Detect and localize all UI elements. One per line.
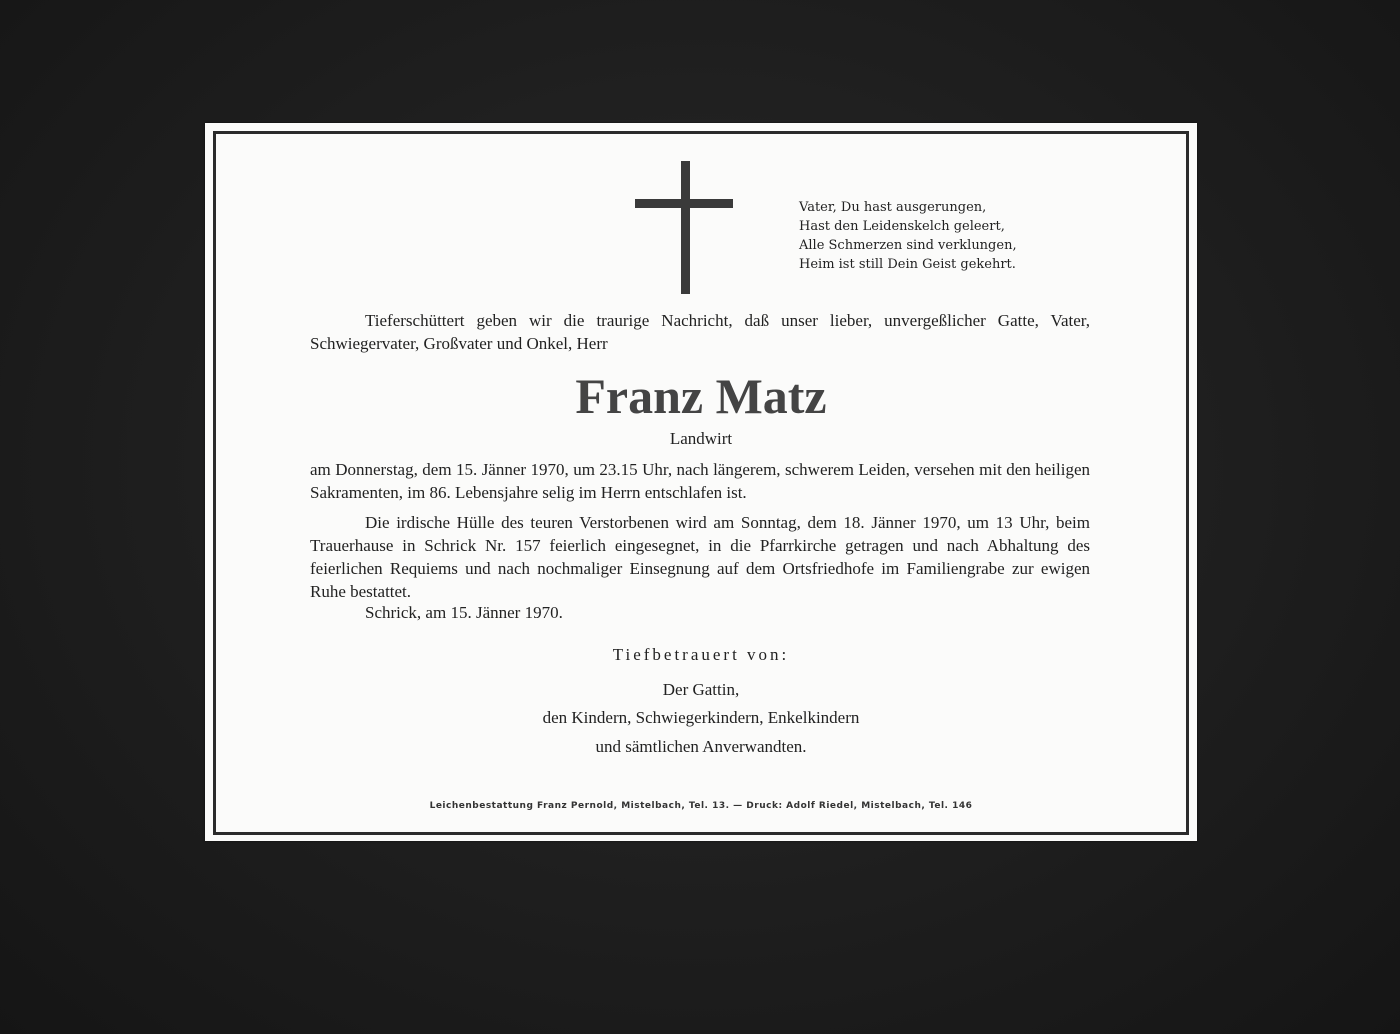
obituary-notice bbox=[205, 123, 1197, 841]
mourner-line: Der Gattin, bbox=[662, 680, 740, 699]
printer-imprint: Leichenbestattung Franz Pernold, Mistelbach, Tel. 13. — Druck: Adolf Riedel, Mistelbach, Tel. 146 bbox=[429, 801, 973, 811]
funeral-text: Die irdische Hülle des teuren Verstorbenen wird am Sonntag, dem 18. Jänner 1970, um 13 Uhr, beim Trauerhause in Schrick Nr. 157 feierlich eingesegnet, in die Pfarrkirche getragen und nach Abhaltung des feierlichen Requiems und nach nochmaliger Einsegnung auf dem Ortsfriedhofe im Familiengrabe zur ewigen Ruhe bestattet. bbox=[310, 513, 1090, 601]
occupation: Landwirt bbox=[669, 429, 733, 448]
mourned-by-heading: Tiefbetrauert von: bbox=[612, 645, 790, 664]
mourner-line: den Kindern, Schwiegerkindern, Enkelkindern bbox=[542, 708, 860, 727]
poem-line: Vater, Du hast ausgerungen, bbox=[799, 200, 987, 215]
poem-line: Hast den Leidenskelch geleert, bbox=[799, 219, 1005, 234]
death-text: am Donnerstag, dem 15. Jänner 1970, um 23.15 Uhr, nach längerem, schwerem Leiden, versehen mit den heiligen Sakramenten, im 86. Lebensjahre selig im Herrn entschlafen ist. bbox=[310, 460, 1090, 502]
mourner-line: und sämtlichen Anverwandten. bbox=[595, 737, 807, 756]
poem-line: Alle Schmerzen sind verklungen, bbox=[799, 238, 1017, 253]
poem bbox=[799, 198, 1099, 274]
funeral-paragraph bbox=[310, 511, 1090, 603]
deceased-name: Franz Matz bbox=[575, 368, 827, 424]
place-date: Schrick, am 15. Jänner 1970. bbox=[365, 603, 563, 622]
intro-text: Tieferschüttert geben wir die traurige Nachricht, daß unser lieber, unvergeßlicher Gatte, Vater, Schwiegervater, Großvater und Onkel, Herr bbox=[310, 311, 1090, 353]
intro-paragraph bbox=[310, 309, 1090, 355]
death-paragraph bbox=[310, 458, 1090, 504]
poem-line: Heim ist still Dein Geist gekehrt. bbox=[799, 257, 1016, 272]
